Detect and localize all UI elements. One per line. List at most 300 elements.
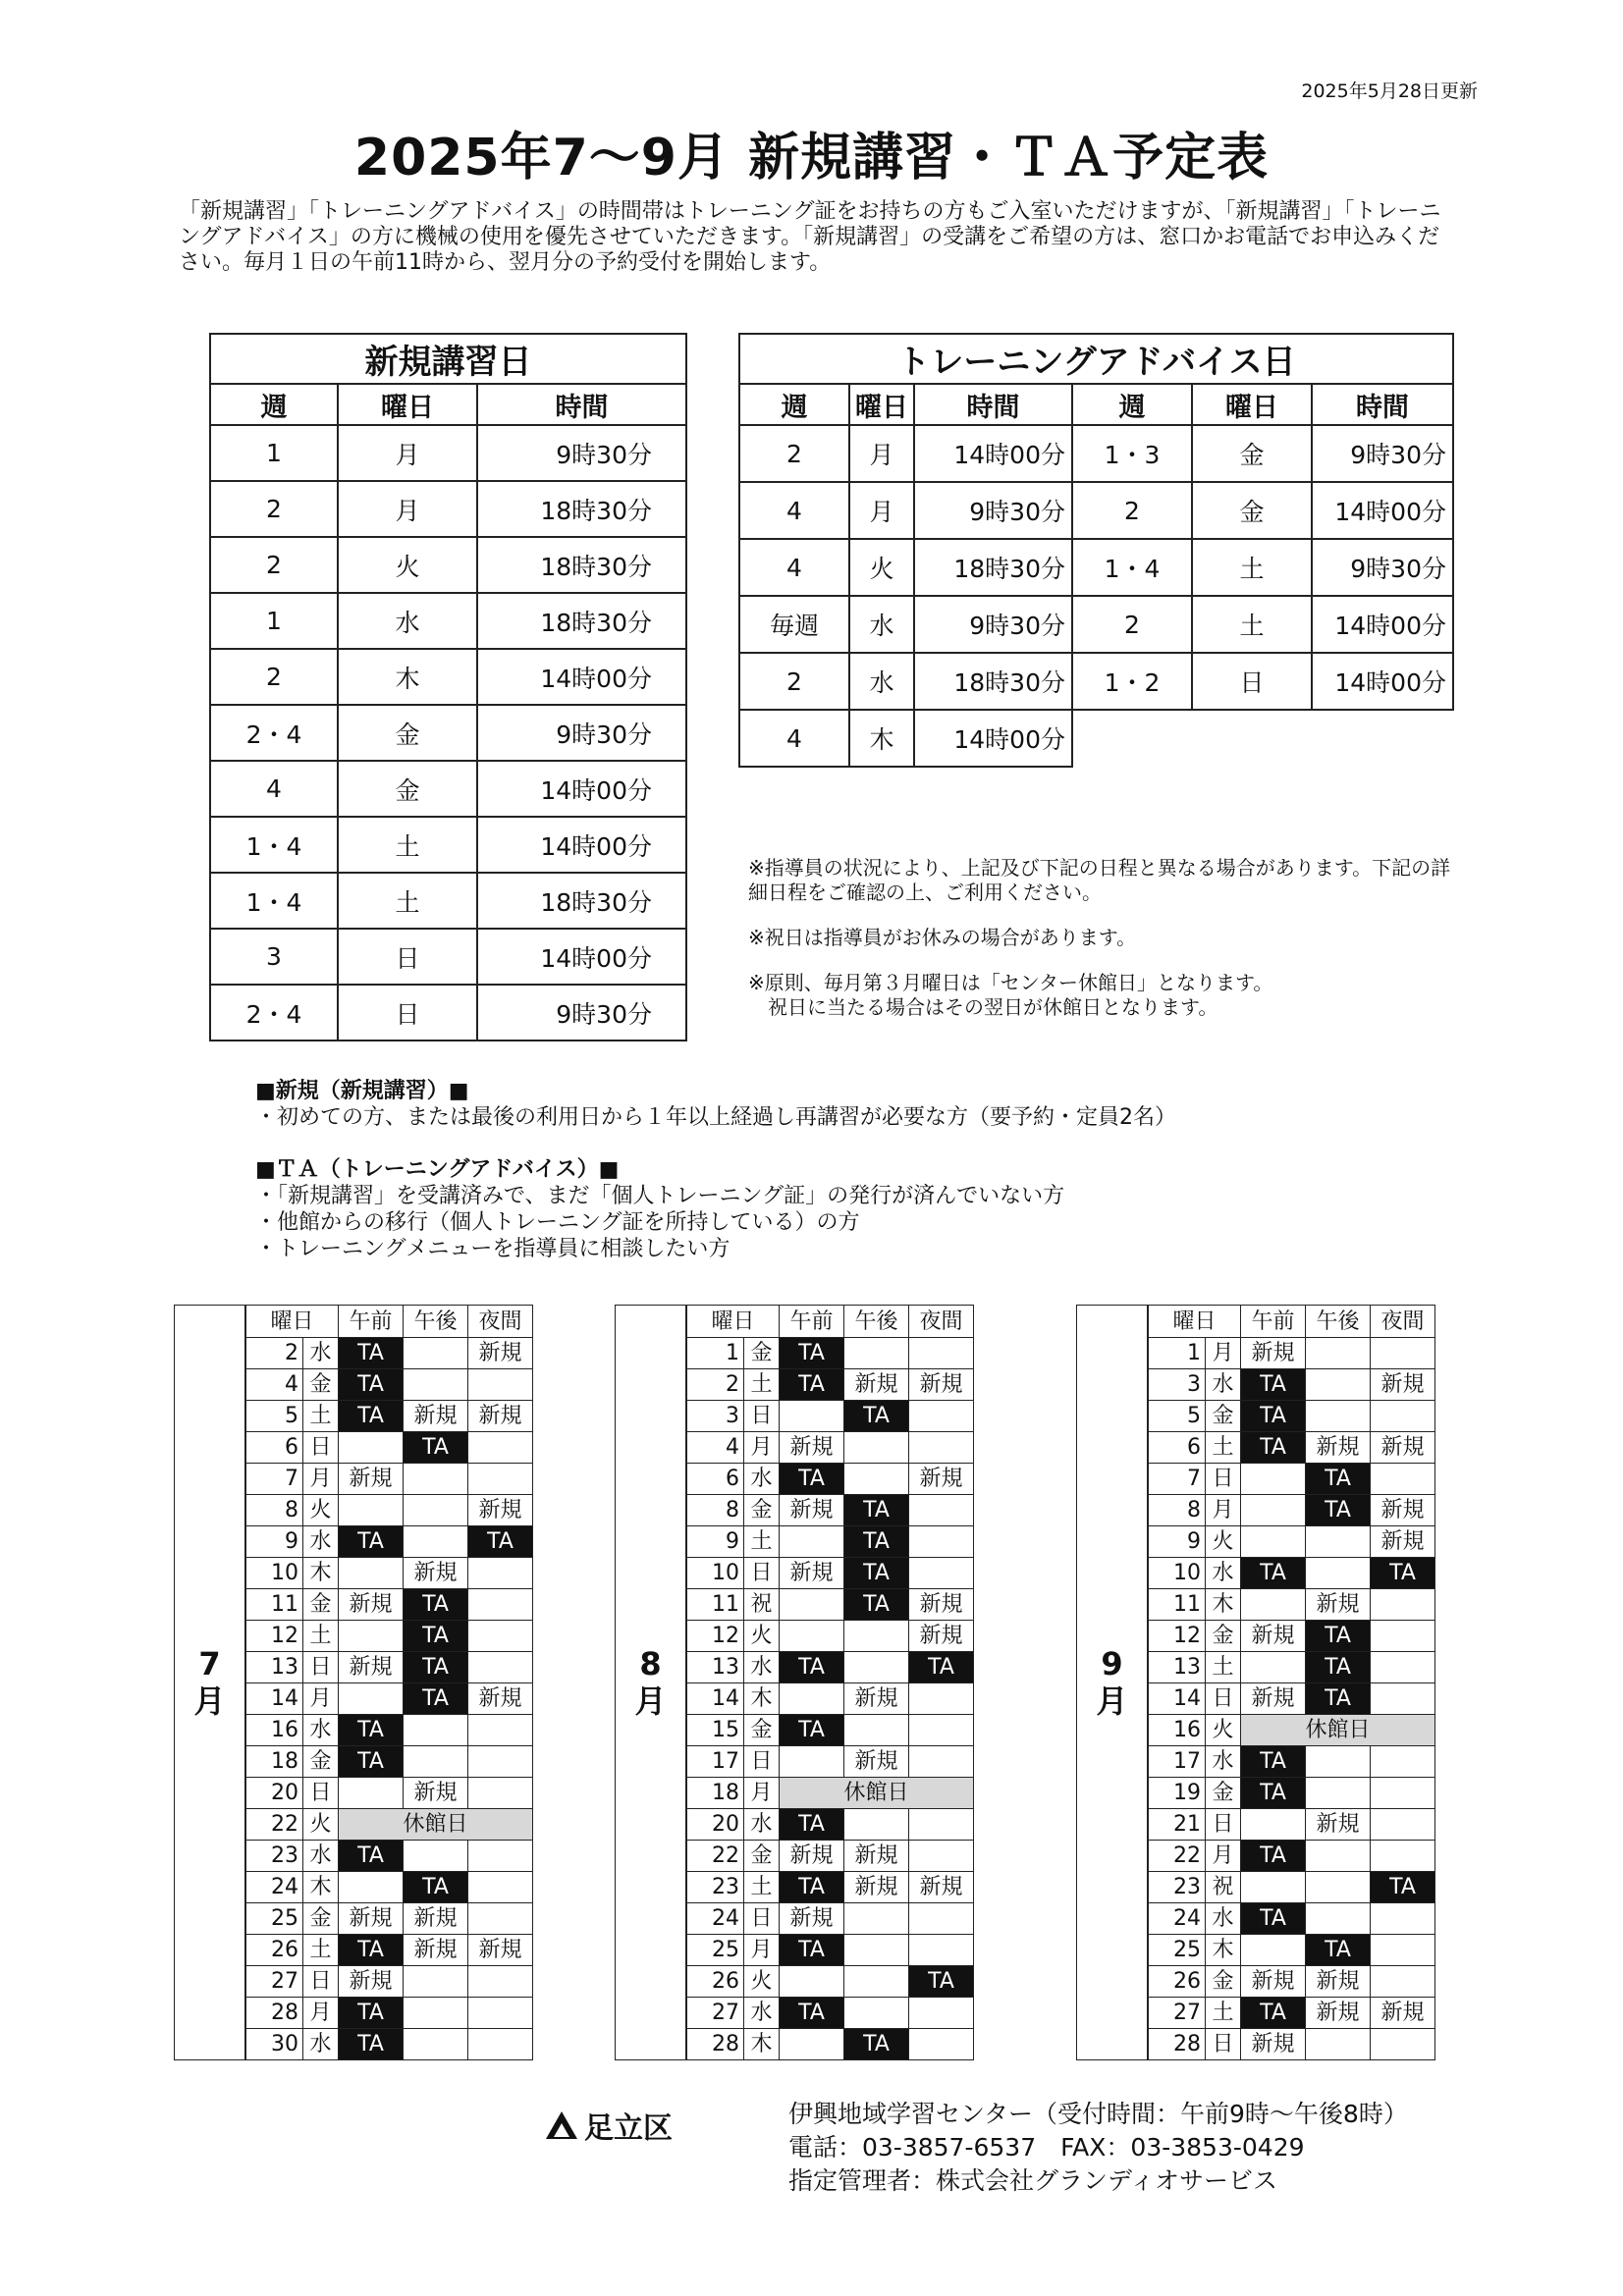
day-cell: 12 <box>1148 1621 1206 1652</box>
afternoon-slot <box>404 1369 468 1401</box>
morning-slot: TA <box>1241 1778 1306 1809</box>
morning-slot: 新規 <box>780 1432 844 1464</box>
evening-slot <box>909 1558 974 1589</box>
weekday-cell: 土 <box>1206 1652 1241 1683</box>
ta-definition-item: ・「新規講習」を受講済みで、まだ「個人トレーニング証」の発行が済んでいない方 <box>255 1184 1065 1208</box>
morning-slot: TA <box>780 1809 844 1841</box>
day-cell: 25 <box>1148 1935 1206 1966</box>
weekday-cell: 水 <box>338 593 477 649</box>
day-cell: 9 <box>245 1526 303 1558</box>
weekday-cell: 月 <box>338 481 477 537</box>
weekday-cell: 金 <box>1206 1778 1241 1809</box>
closed-day-cell: 休館日 <box>1241 1715 1435 1746</box>
week-cell: 2・4 <box>210 985 338 1041</box>
morning-slot <box>1241 1464 1306 1495</box>
col-time: 時間 <box>914 384 1072 425</box>
time-cell: 14時00分 <box>477 929 686 985</box>
weekday-cell: 金 <box>744 1841 780 1872</box>
time-cell: 18時30分 <box>914 653 1072 710</box>
time-cell: 18時30分 <box>477 537 686 593</box>
weekday-cell: 日 <box>744 1746 780 1778</box>
evening-slot <box>468 1966 533 1998</box>
week-cell <box>1072 710 1192 767</box>
weekday-cell: 日 <box>1206 2029 1241 2060</box>
afternoon-slot <box>1306 1903 1371 1935</box>
morning-slot <box>780 1621 844 1652</box>
evening-slot: TA <box>468 1526 533 1558</box>
week-cell: 2 <box>739 425 849 482</box>
morning-slot: 新規 <box>1241 1966 1306 1998</box>
weekday-cell: 月 <box>849 425 914 482</box>
time-cell: 9時30分 <box>477 425 686 481</box>
day-cell: 24 <box>245 1872 303 1903</box>
weekday-cell: 金 <box>744 1715 780 1746</box>
day-cell: 30 <box>245 2029 303 2060</box>
afternoon-slot <box>844 1935 909 1966</box>
day-cell: 3 <box>686 1401 744 1432</box>
evening-slot: 新規 <box>909 1872 974 1903</box>
evening-slot <box>468 1652 533 1683</box>
ta-table-title: トレーニングアドバイス日 <box>739 334 1453 384</box>
day-cell: 22 <box>245 1809 303 1841</box>
morning-slot <box>780 1746 844 1778</box>
weekday-cell: 日 <box>303 1778 339 1809</box>
morning-slot <box>1241 1809 1306 1841</box>
afternoon-slot: TA <box>404 1652 468 1683</box>
weekday-cell: 木 <box>849 710 914 767</box>
weekday-cell: 祝 <box>744 1589 780 1621</box>
evening-slot: 新規 <box>1371 1369 1435 1401</box>
morning-slot: TA <box>780 1715 844 1746</box>
time-cell: 18時30分 <box>477 873 686 929</box>
day-cell: 17 <box>1148 1746 1206 1778</box>
morning-slot: 新規 <box>339 1966 404 1998</box>
time-cell: 9時30分 <box>1312 425 1453 482</box>
evening-slot: 新規 <box>909 1621 974 1652</box>
morning-slot: 新規 <box>339 1464 404 1495</box>
page-title: 2025年7～9月 新規講習・ＴＡ予定表 <box>353 129 1270 187</box>
morning-slot: 新規 <box>780 1903 844 1935</box>
afternoon-slot <box>404 1495 468 1526</box>
day-cell: 16 <box>1148 1715 1206 1746</box>
evening-slot: TA <box>1371 1558 1435 1589</box>
time-cell: 14時00分 <box>1312 482 1453 539</box>
weekday-cell: 月 <box>303 1683 339 1715</box>
day-cell: 1 <box>1148 1338 1206 1369</box>
evening-slot <box>1371 2029 1435 2060</box>
afternoon-slot <box>844 1464 909 1495</box>
afternoon-slot <box>844 1715 909 1746</box>
evening-slot <box>468 1746 533 1778</box>
weekday-cell: 火 <box>1206 1526 1241 1558</box>
evening-slot <box>1371 1778 1435 1809</box>
morning-slot: 新規 <box>780 1841 844 1872</box>
day-cell: 24 <box>1148 1903 1206 1935</box>
weekday-cell: 月 <box>744 1432 780 1464</box>
afternoon-slot: TA <box>404 1683 468 1715</box>
morning-slot: 新規 <box>1241 1683 1306 1715</box>
morning-slot: TA <box>780 1338 844 1369</box>
weekday-cell: 金 <box>1192 482 1312 539</box>
morning-slot: TA <box>780 1464 844 1495</box>
day-cell: 26 <box>245 1935 303 1966</box>
header-morning: 午前 <box>1241 1306 1306 1338</box>
morning-slot <box>780 1401 844 1432</box>
afternoon-slot <box>1306 1746 1371 1778</box>
evening-slot <box>1371 1841 1435 1872</box>
evening-slot <box>468 1778 533 1809</box>
day-cell: 8 <box>1148 1495 1206 1526</box>
evening-slot <box>1371 1935 1435 1966</box>
weekday-cell: 日 <box>1206 1809 1241 1841</box>
evening-slot: TA <box>1371 1872 1435 1903</box>
weekday-cell: 日 <box>744 1903 780 1935</box>
footer <box>788 2098 1408 2198</box>
morning-slot: TA <box>780 1369 844 1401</box>
evening-slot <box>909 1809 974 1841</box>
weekday-cell: 木 <box>1206 1935 1241 1966</box>
afternoon-slot: 新規 <box>404 1401 468 1432</box>
evening-slot <box>468 1558 533 1589</box>
weekday-cell: 月 <box>338 425 477 481</box>
weekday-cell: 土 <box>338 817 477 873</box>
day-cell: 3 <box>1148 1369 1206 1401</box>
day-cell: 14 <box>686 1683 744 1715</box>
afternoon-slot: 新規 <box>404 1778 468 1809</box>
evening-slot <box>1371 1464 1435 1495</box>
time-cell: 18時30分 <box>477 481 686 537</box>
afternoon-slot <box>844 1652 909 1683</box>
header-morning: 午前 <box>339 1306 404 1338</box>
day-cell: 17 <box>686 1746 744 1778</box>
evening-slot <box>1371 1652 1435 1683</box>
weekday-cell: 水 <box>303 2029 339 2060</box>
header-afternoon: 午後 <box>1306 1306 1371 1338</box>
morning-slot: TA <box>339 1369 404 1401</box>
time-cell: 9時30分 <box>477 705 686 761</box>
time-cell: 14時00分 <box>477 761 686 817</box>
table-row <box>210 873 686 929</box>
evening-slot <box>909 1715 974 1746</box>
afternoon-slot: 新規 <box>404 1558 468 1589</box>
weekday-cell: 土 <box>744 1872 780 1903</box>
header-weekday: 曜日 <box>686 1306 780 1338</box>
closed-day-cell: 休館日 <box>780 1778 974 1809</box>
afternoon-slot: TA <box>844 1401 909 1432</box>
adachi-logo-icon <box>545 2109 578 2141</box>
evening-slot <box>1371 1621 1435 1652</box>
morning-slot: TA <box>339 1746 404 1778</box>
time-cell: 9時30分 <box>477 985 686 1041</box>
afternoon-slot <box>844 1338 909 1369</box>
col-time: 時間 <box>477 384 686 425</box>
weekday-cell: 金 <box>303 1589 339 1621</box>
morning-slot: 新規 <box>1241 2029 1306 2060</box>
morning-slot: TA <box>1241 1998 1306 2029</box>
weekday-cell: 金 <box>303 1369 339 1401</box>
table-row <box>210 929 686 985</box>
week-cell: 3 <box>210 929 338 985</box>
week-cell: 4 <box>210 761 338 817</box>
table-row <box>739 539 1453 596</box>
evening-slot: 新規 <box>468 1338 533 1369</box>
table-row <box>739 425 1453 482</box>
morning-slot <box>780 1966 844 1998</box>
afternoon-slot <box>404 1715 468 1746</box>
afternoon-slot <box>844 1621 909 1652</box>
calendar-table <box>1076 1305 1435 2060</box>
evening-slot: 新規 <box>468 1495 533 1526</box>
evening-slot <box>468 1589 533 1621</box>
day-cell: 25 <box>245 1903 303 1935</box>
weekday-cell: 月 <box>303 1998 339 2029</box>
day-cell: 28 <box>1148 2029 1206 2060</box>
evening-slot <box>1371 1683 1435 1715</box>
weekday-cell: 土 <box>1206 1432 1241 1464</box>
evening-slot: 新規 <box>1371 1495 1435 1526</box>
afternoon-slot <box>404 2029 468 2060</box>
morning-slot <box>339 1621 404 1652</box>
evening-slot: 新規 <box>468 1935 533 1966</box>
day-cell: 8 <box>245 1495 303 1526</box>
evening-slot: 新規 <box>1371 1526 1435 1558</box>
morning-slot: TA <box>339 1841 404 1872</box>
time-cell: 14時00分 <box>477 817 686 873</box>
afternoon-slot: TA <box>1306 1495 1371 1526</box>
afternoon-slot <box>404 1338 468 1369</box>
weekday-cell: 土 <box>744 1369 780 1401</box>
weekday-cell: 金 <box>1192 425 1312 482</box>
afternoon-slot: TA <box>1306 1652 1371 1683</box>
col-week: 週 <box>739 384 849 425</box>
day-cell: 21 <box>1148 1809 1206 1841</box>
evening-slot <box>909 1903 974 1935</box>
morning-slot <box>1241 1652 1306 1683</box>
footer-manager: 指定管理者：株式会社グランディオサービス <box>788 2166 1278 2195</box>
month-label: 9 月 <box>1077 1306 1149 2060</box>
calendar-table <box>174 1305 533 2060</box>
morning-slot <box>1241 1872 1306 1903</box>
day-cell: 10 <box>1148 1558 1206 1589</box>
day-cell: 18 <box>245 1746 303 1778</box>
morning-slot <box>1241 1589 1306 1621</box>
week-cell: 1・3 <box>1072 425 1192 482</box>
afternoon-slot <box>404 1841 468 1872</box>
weekday-cell: 火 <box>1206 1715 1241 1746</box>
morning-slot <box>1241 1526 1306 1558</box>
weekday-cell: 火 <box>338 537 477 593</box>
table-row <box>210 761 686 817</box>
day-cell: 7 <box>1148 1464 1206 1495</box>
weekday-cell: 月 <box>744 1778 780 1809</box>
footer-center-name: 伊興地域学習センター（受付時間：午前9時～午後8時） <box>788 2100 1408 2128</box>
header-evening: 夜間 <box>909 1306 974 1338</box>
morning-slot <box>780 1589 844 1621</box>
time-cell: 9時30分 <box>914 482 1072 539</box>
weekday-cell: 祝 <box>1206 1872 1241 1903</box>
weekday-cell: 月 <box>1206 1495 1241 1526</box>
weekday-cell: 金 <box>1206 1621 1241 1652</box>
time-cell: 18時30分 <box>914 539 1072 596</box>
week-cell: 2 <box>210 649 338 705</box>
time-cell: 18時30分 <box>477 593 686 649</box>
week-cell: 1 <box>210 425 338 481</box>
day-cell: 22 <box>1148 1841 1206 1872</box>
afternoon-slot <box>404 1526 468 1558</box>
day-cell: 27 <box>245 1966 303 1998</box>
weekday-cell: 木 <box>1206 1589 1241 1621</box>
afternoon-slot <box>844 1903 909 1935</box>
note-3: ※原則、毎月第３月曜日は「センター休館日」となります。 祝日に当たる場合はその翌日が休館日となります。 <box>748 971 1273 1019</box>
weekday-cell: 日 <box>303 1966 339 1998</box>
weekday-cell: 水 <box>1206 1746 1241 1778</box>
logo-text: 足立区 <box>584 2111 673 2146</box>
weekday-cell: 土 <box>303 1401 339 1432</box>
morning-slot <box>339 1432 404 1464</box>
day-cell: 9 <box>686 1526 744 1558</box>
table-row <box>739 596 1453 653</box>
morning-slot <box>1241 1935 1306 1966</box>
evening-slot <box>909 1526 974 1558</box>
weekday-cell: 日 <box>1206 1683 1241 1715</box>
morning-slot: TA <box>1241 1369 1306 1401</box>
month-label: 8 月 <box>616 1306 687 2060</box>
weekday-cell: 水 <box>744 1809 780 1841</box>
day-cell: 24 <box>686 1903 744 1935</box>
evening-slot <box>909 1432 974 1464</box>
morning-slot: TA <box>780 1652 844 1683</box>
table-row <box>210 425 686 481</box>
week-cell: 1 <box>210 593 338 649</box>
calendar-september <box>1076 1305 1435 2060</box>
day-cell: 15 <box>686 1715 744 1746</box>
week-cell: 4 <box>739 710 849 767</box>
week-cell: 4 <box>739 482 849 539</box>
weekday-cell: 土 <box>1192 539 1312 596</box>
morning-slot: 新規 <box>339 1589 404 1621</box>
day-cell: 11 <box>686 1589 744 1621</box>
day-cell: 25 <box>686 1935 744 1966</box>
day-cell: 26 <box>686 1966 744 1998</box>
new-course-table-title: 新規講習日 <box>210 334 686 384</box>
weekday-cell: 火 <box>744 1966 780 1998</box>
weekday-cell: 金 <box>744 1338 780 1369</box>
day-cell: 13 <box>686 1652 744 1683</box>
day-cell: 6 <box>245 1432 303 1464</box>
evening-slot <box>909 1746 974 1778</box>
day-cell: 23 <box>245 1841 303 1872</box>
table-row <box>210 481 686 537</box>
day-cell: 2 <box>686 1369 744 1401</box>
col-weekday: 曜日 <box>1192 384 1312 425</box>
weekday-cell: 日 <box>303 1652 339 1683</box>
morning-slot: TA <box>339 1715 404 1746</box>
weekday-cell: 水 <box>849 596 914 653</box>
weekday-cell: 水 <box>303 1715 339 1746</box>
afternoon-slot <box>1306 2029 1371 2060</box>
afternoon-slot: 新規 <box>844 1746 909 1778</box>
table-row <box>210 593 686 649</box>
day-cell: 10 <box>686 1558 744 1589</box>
weekday-cell: 水 <box>1206 1369 1241 1401</box>
col-weekday: 曜日 <box>849 384 914 425</box>
day-cell: 20 <box>686 1809 744 1841</box>
day-cell: 1 <box>686 1338 744 1369</box>
afternoon-slot: TA <box>404 1872 468 1903</box>
afternoon-slot <box>1306 1872 1371 1903</box>
week-cell: 2 <box>210 537 338 593</box>
afternoon-slot <box>1306 1401 1371 1432</box>
adachi-logo <box>545 2104 673 2147</box>
afternoon-slot <box>404 1998 468 2029</box>
weekday-cell: 土 <box>303 1935 339 1966</box>
week-cell: 1・2 <box>1072 653 1192 710</box>
afternoon-slot <box>404 1746 468 1778</box>
day-cell: 12 <box>245 1621 303 1652</box>
calendar-header-row <box>1077 1306 1435 1338</box>
morning-slot: TA <box>1241 1558 1306 1589</box>
weekday-cell: 日 <box>1206 1464 1241 1495</box>
day-cell: 10 <box>245 1558 303 1589</box>
evening-slot: 新規 <box>468 1401 533 1432</box>
day-cell: 13 <box>245 1652 303 1683</box>
table-row <box>210 649 686 705</box>
weekday-cell: 水 <box>744 1652 780 1683</box>
evening-slot <box>909 1935 974 1966</box>
weekday-cell: 金 <box>303 1903 339 1935</box>
week-cell: 1・4 <box>210 817 338 873</box>
evening-slot: 新規 <box>1371 1998 1435 2029</box>
afternoon-slot: TA <box>844 1495 909 1526</box>
morning-slot: TA <box>780 1935 844 1966</box>
afternoon-slot: 新規 <box>404 1935 468 1966</box>
morning-slot: TA <box>339 2029 404 2060</box>
morning-slot: 新規 <box>1241 1621 1306 1652</box>
evening-slot <box>1371 1338 1435 1369</box>
morning-slot: 新規 <box>339 1652 404 1683</box>
new-definition-heading: ■新規（新規講習）■ <box>255 1079 469 1103</box>
afternoon-slot: TA <box>844 2029 909 2060</box>
evening-slot: 新規 <box>468 1683 533 1715</box>
morning-slot <box>780 1526 844 1558</box>
weekday-cell: 水 <box>849 653 914 710</box>
evening-slot <box>468 1432 533 1464</box>
morning-slot: TA <box>339 1998 404 2029</box>
calendar-header-row <box>175 1306 533 1338</box>
weekday-cell: 金 <box>1206 1966 1241 1998</box>
footer-contact: 電話：03-3857-6537 FAX：03-3853-0429 <box>788 2133 1305 2162</box>
definitions <box>255 1078 1176 1262</box>
morning-slot <box>780 1683 844 1715</box>
evening-slot <box>1371 1903 1435 1935</box>
afternoon-slot <box>844 1966 909 1998</box>
day-cell: 11 <box>1148 1589 1206 1621</box>
weekday-cell: 水 <box>303 1841 339 1872</box>
morning-slot: 新規 <box>339 1903 404 1935</box>
table-row <box>739 710 1453 767</box>
morning-slot <box>339 1778 404 1809</box>
weekday-cell: 土 <box>1206 1998 1241 2029</box>
weekday-cell: 月 <box>744 1935 780 1966</box>
day-cell: 4 <box>686 1432 744 1464</box>
morning-slot <box>339 1558 404 1589</box>
header-evening: 夜間 <box>1371 1306 1435 1338</box>
day-cell: 5 <box>1148 1401 1206 1432</box>
day-cell: 5 <box>245 1401 303 1432</box>
morning-slot: TA <box>339 1401 404 1432</box>
closed-day-cell: 休館日 <box>339 1809 533 1841</box>
evening-slot <box>468 1369 533 1401</box>
